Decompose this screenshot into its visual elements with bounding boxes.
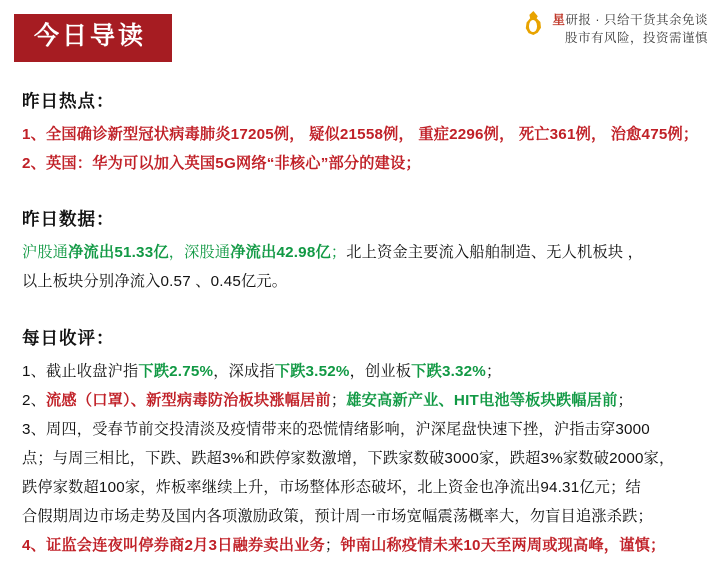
paragraph [22,504,700,530]
text-run: ，创业板 [349,362,412,380]
page-title: 今日导读 [14,14,172,62]
text-run: 点；与周三相比，下跌、跌超3%和跌停家数激增，下跌家数破3000家，跌超3%家数破2000家， [22,449,675,467]
text-run: 下跌3.52% [274,362,350,380]
brand-disclaimer: 股市有风险，投资需谨慎 [564,31,708,46]
section-title: 昨日数据： [22,209,115,230]
paragraph [22,417,700,443]
section-data [22,206,700,295]
text-run: 沪股通 [22,244,69,262]
brand-block [521,10,708,47]
text-run: 1、截止收盘沪指 [22,362,139,380]
text-run: 北上资金主要流入船舶制造、无人机板块 ， [346,244,644,262]
text-run: 2、 [22,391,47,409]
text-run: 净流出42.98亿 [230,244,331,262]
text-run: 下跌3.32% [411,362,487,380]
text-run: ，深股通 [168,244,231,262]
brand-tagline-text: 研报 · 只给干货其余免谈 [565,13,708,27]
text-run: 1、全国确诊新型冠状病毒肺炎17205例， 疑似21558例， 重症2296例， 死亡361例， 治愈475例； [22,126,699,143]
text-run: 跌停家数超100家，炸板率继续上升，市场整体形态破坏，北上资金也净流出94.31亿元；结 [22,479,641,497]
text-run: ； [486,362,502,380]
section-title: 昨日热点： [22,91,115,111]
section-daily-review [22,325,700,560]
text-run: ，深成指 [213,362,275,380]
text-run: 以上板块分别净流入0.57 、0.45亿元。 [22,273,288,291]
section-title: 每日收评： [22,327,115,348]
flame-logo-icon [521,11,545,37]
paragraph [22,240,700,266]
paragraph [22,359,700,385]
brand-text [552,10,708,47]
text-run: 合假期周边市场走势及国内各项激励政策，预计周一市场宽幅震荡概率大，勿盲目追涨杀跌； [22,508,653,526]
paragraph [22,151,700,177]
text-run: 2、英国：华为可以加入英国5G网络“非核心”部分的建设； [22,155,421,173]
text-run: ； [324,537,341,555]
text-run: ； [617,391,633,409]
text-run: 4、证监会连夜叫停券商2月3日融券卖出业务 [22,537,325,555]
text-run: 雄安高新产业、HIT电池等板块跌幅居前 [346,391,618,409]
text-run: 3、周四，受春节前交投清淡及疫情带来的恐慌情绪影响，沪深尾盘快速下挫，沪指击穿3000 [22,420,650,438]
paragraph [22,122,700,148]
paragraph [22,269,700,295]
paragraph [22,533,700,559]
paragraph [22,475,700,501]
page-header [0,0,720,68]
text-run: 钟南山称疫情未来10天至两周或现高峰，谨慎； [340,537,666,555]
text-run: 下跌2.75% [138,362,214,380]
section-hot-topics [22,88,700,177]
text-run: 净流出51.33亿 [68,244,169,262]
text-run: ； [330,244,347,262]
document-body [0,68,720,560]
brand-name: 星 [552,13,566,27]
brand-tagline [552,11,708,29]
text-run: 流感（口罩）、新型病毒防治板块涨幅居前 [46,391,331,409]
paragraph [22,388,700,414]
text-run: ； [330,391,347,409]
paragraph [22,446,700,472]
